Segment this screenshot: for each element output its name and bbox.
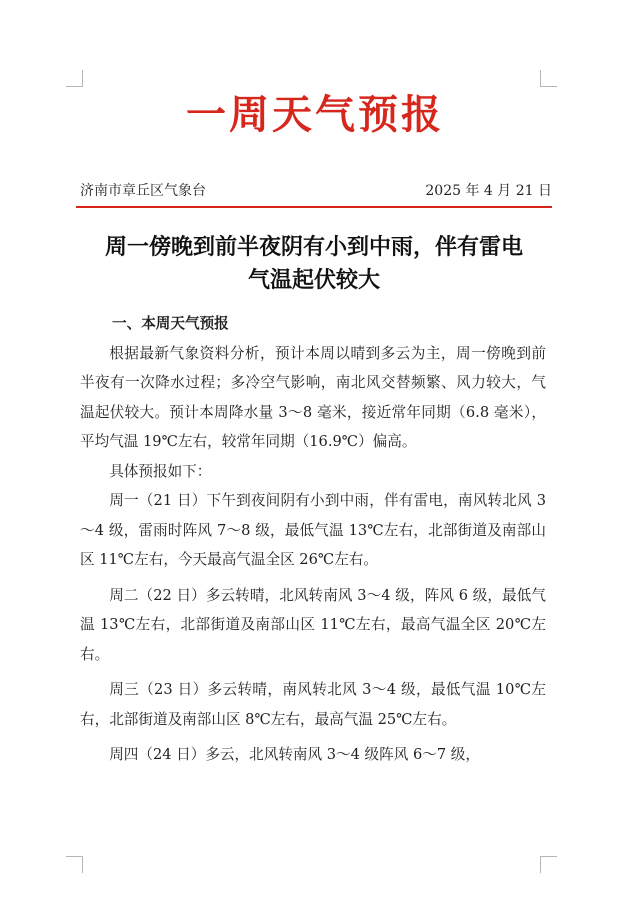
headline-line-2: 气温起伏较大 xyxy=(247,267,380,293)
detail-intro: 具体预报如下： xyxy=(109,462,212,480)
forecast-day-thursday: 周四（24 日）多云，北风转南风 3～4 级阵风 6～7 级， xyxy=(109,746,480,763)
headline xyxy=(76,231,552,297)
crop-mark-top-right xyxy=(540,70,557,87)
crop-mark-bottom-left xyxy=(66,856,83,873)
summary-paragraph: 根据最新气象资料分析，预计本周以晴到多云为主，周一傍晚到前半夜有一次降水过程；多冷空气影响，南北风交替频繁、风力较大，气温起伏较大。预计本周降水量 3～8 毫米，接近常年同期（6.8 毫米），平均气温 19℃左右，较常年同期（16.9℃）偏高。 xyxy=(80,344,546,450)
document-meta-row xyxy=(80,181,552,201)
issuer-name: 济南市章丘区气象台 xyxy=(80,183,206,199)
headline-line-1: 周一傍晚到前半夜阴有小到中雨，伴有雷电 xyxy=(104,234,523,260)
forecast-day-monday: 周一（21 日）下午到夜间阴有小到中雨，伴有雷电，南风转北风 3～4 级，雷雨时阵风 7～8 级，最低气温 13℃左右，北部街道及南部山区 11℃左右，今天最高气温全区 26℃左右。 xyxy=(80,492,546,568)
masthead-title: 一周天气预报 xyxy=(186,91,444,138)
forecast-day-tuesday: 周二（22 日）多云转晴，北风转南风 3～4 级，阵风 6 级，最低气温 13℃左右，北部街道及南部山区 11℃左右，最高气温全区 20℃左右。 xyxy=(80,586,546,663)
red-divider-rule xyxy=(76,206,552,208)
crop-mark-bottom-right xyxy=(540,856,557,873)
issue-date: 2025 年 4 月 21 日 xyxy=(425,183,552,199)
crop-mark-top-left xyxy=(66,70,83,87)
forecast-day-wednesday: 周三（23 日）多云转晴，南风转北风 3～4 级，最低气温 10℃左右，北部街道及南部山区 8℃左右，最高气温 25℃左右。 xyxy=(80,681,546,728)
section-heading: 一、本周天气预报 xyxy=(112,315,229,332)
forecast-body xyxy=(80,309,546,776)
